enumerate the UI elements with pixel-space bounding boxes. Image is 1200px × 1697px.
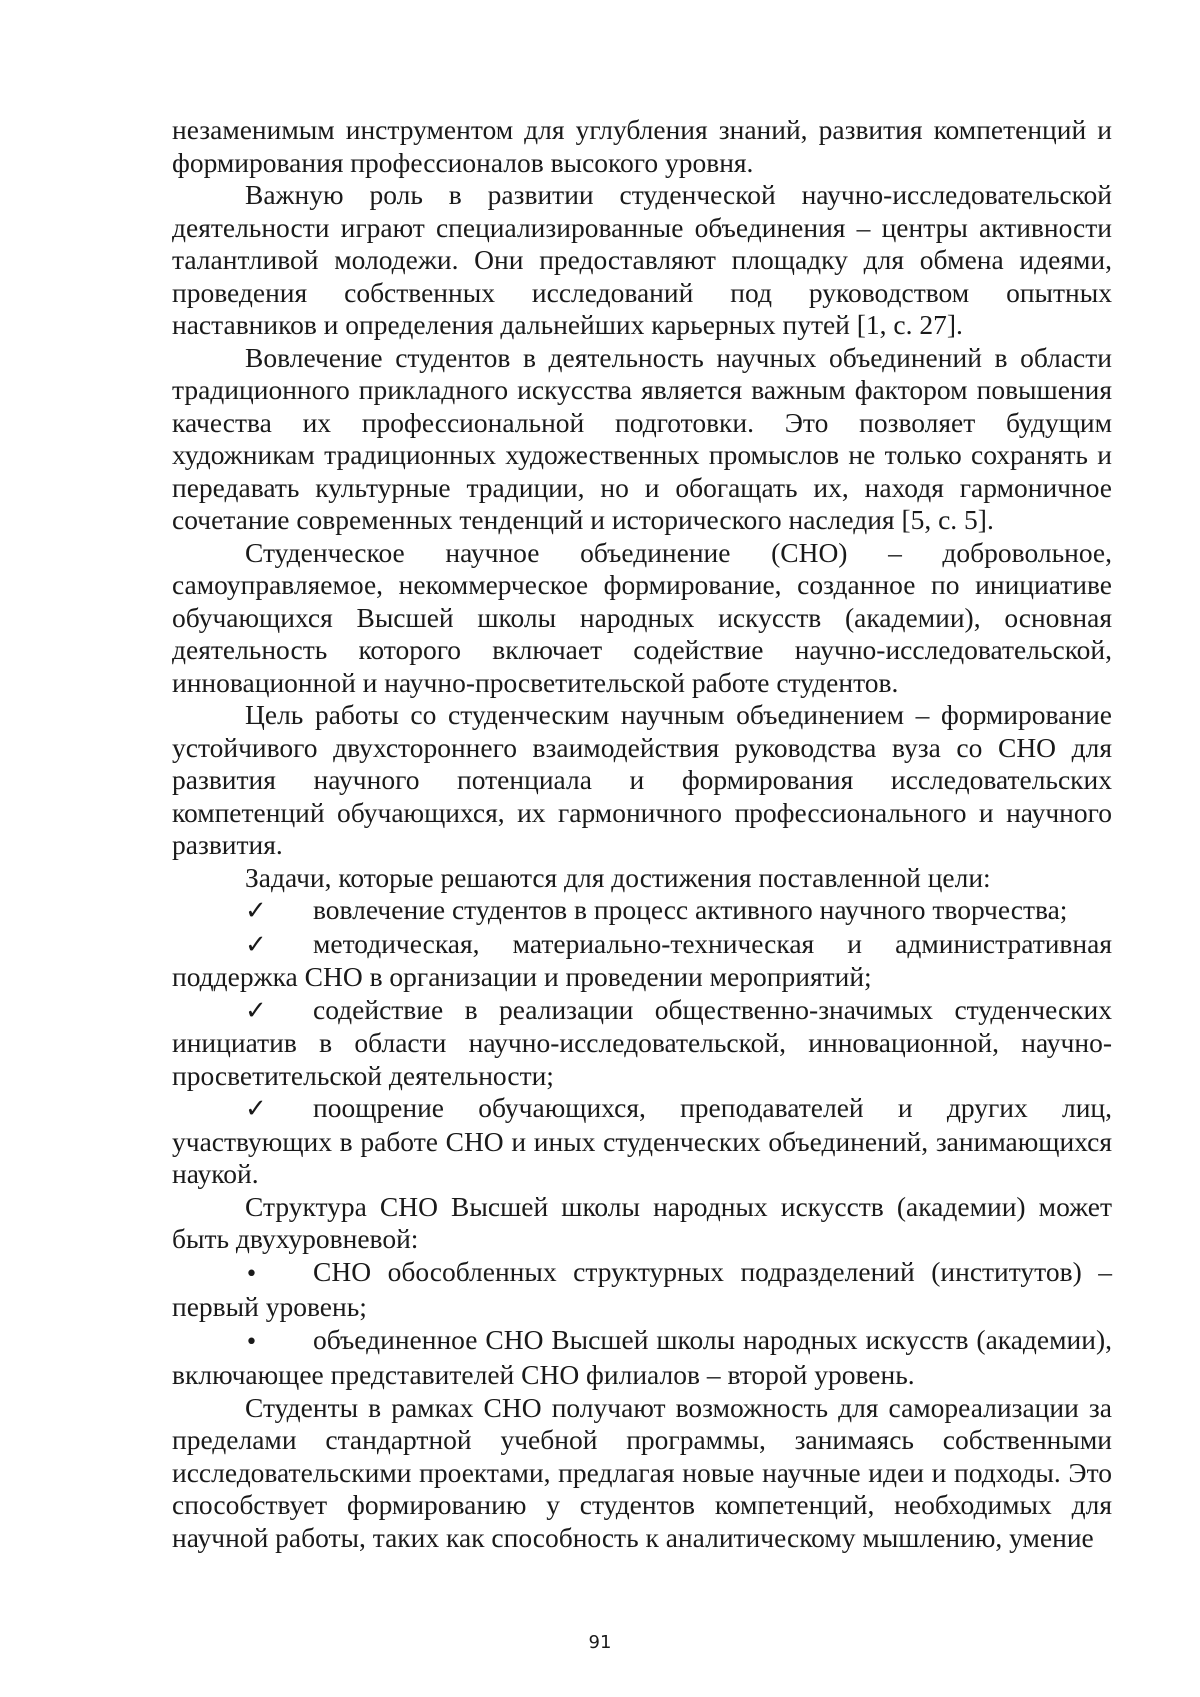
task-text: методическая, материально-техническая и административная поддержка СНО в организации и проведении мероприятий;: [172, 927, 1112, 992]
bullet-icon: •: [245, 1329, 258, 1355]
paragraph-continuation: незаменимым инструментом для углубления знаний, развития компетенций и формирования профессионалов высокого уровня.: [172, 114, 1112, 178]
level-list-item: [172, 1256, 1112, 1324]
task-text: поощрение обучающихся, преподавателей и других лиц, участвующих в работе СНО и иных студенческих объединений, занимающихся наукой.: [172, 1092, 1112, 1189]
paragraph-tasks-intro: Задачи, которые решаются для достижения поставленной цели:: [245, 861, 991, 893]
level-text: СНО обособленных структурных подразделений (институтов) – первый уровень;: [172, 1255, 1112, 1322]
paragraph-associations-role: Важную роль в развитии студенческой научно-исследовательской деятельности играют специализированные объединения – центры активности талантливой молодежи. Они предоставляют площадку для обмена идеями, проведения собственных исследований под руководством опытных наставников и определения дальнейших карьерных путей [1, с. 27].: [172, 179, 1112, 340]
paragraph-sno-definition: Студенческое научное объединение (СНО) – добровольное, самоуправляемое, некоммерческое формирование, созданное по инициативе обучающихся Высшей школы народных искусств (академии), основная деятельность которого включает содействие научно-исследовательской, инновационной и научно-просветительской работе студентов.: [172, 536, 1112, 698]
paragraph-structure: Структура СНО Высшей школы народных искусств (академии) может быть двухуровневой:: [172, 1190, 1112, 1254]
checkmark-icon: ✓: [245, 1094, 267, 1124]
checkmark-icon: ✓: [245, 929, 267, 960]
document-page: [172, 114, 1112, 1554]
paragraph-goal: Цель работы со студенческим научным объединением – формирование устойчивого двухстороннего взаимодействия руководства вуза со СНО для развития научного потенциала и формирования исследовательских компетенций обучающихся, их гармоничного профессионального и научного развития.: [172, 699, 1112, 860]
level-list-item: [172, 1324, 1112, 1392]
paragraph-self-realization: Студенты в рамках СНО получают возможность для самореализации за пределами стандартной учебной программы, занимаясь собственными исследовательскими проектами, предлагая новые научные идеи и подходы. Это способствует формированию у студентов компетенций, необходимых для научной работы, таких как способность к аналитическому мышлению, умение: [172, 1391, 1112, 1553]
task-list-item: [172, 994, 1112, 1093]
paragraph-student-involvement: Вовлечение студентов в деятельность научных объединений в области традиционного прикладного искусства является важным фактором повышения качества их профессиональной подготовки. Это позволяет будущим художникам традиционных художественных промыслов не только сохранять и передавать культурные традиции, но и обогащать их, находя гармоничное сочетание современных тенденций и исторического наследия [5, с. 5].: [172, 341, 1112, 535]
task-list-item: [172, 928, 1112, 994]
checkmark-icon: ✓: [245, 995, 267, 1026]
task-text: содействие в реализации общественно-значимых студенческих инициатив в области научно-исследовательской, инновационной, научно-просветительской деятельности;: [172, 993, 1112, 1091]
task-text: вовлечение студентов в процесс активного научного творчества;: [313, 894, 1068, 925]
bullet-icon: •: [245, 1261, 258, 1287]
task-list-item: [172, 1092, 1112, 1191]
level-text: объединенное СНО Высшей школы народных искусств (академии), включающее представителей СНО филиалов – второй уровень.: [172, 1323, 1112, 1390]
checkmark-icon: ✓: [245, 896, 267, 926]
page-number: 91: [588, 1632, 612, 1653]
task-list-item: [172, 894, 1112, 928]
